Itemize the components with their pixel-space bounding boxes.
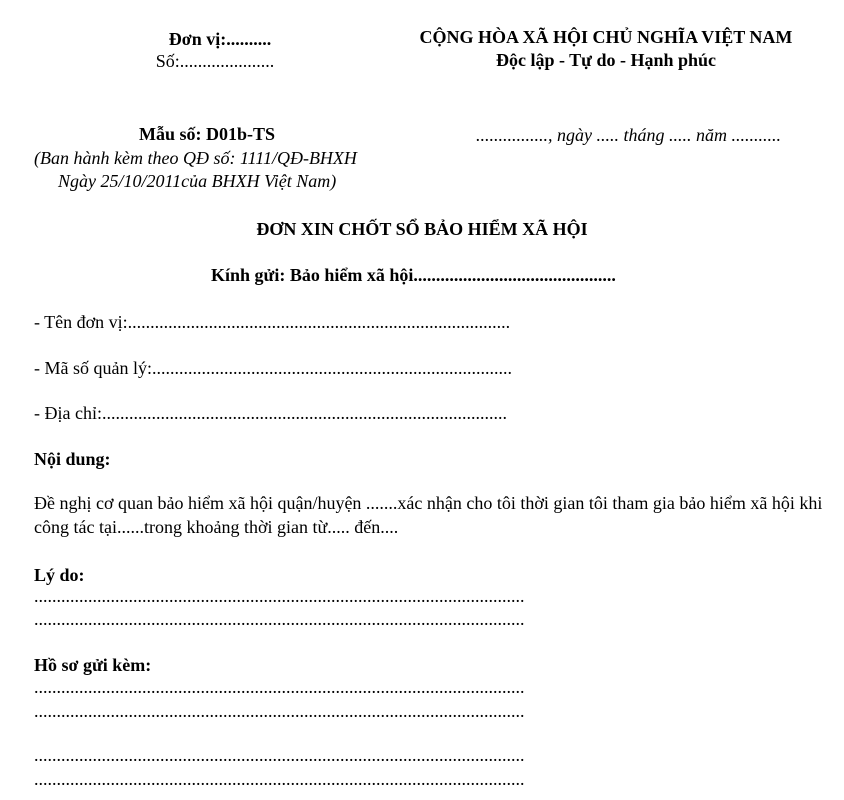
unit-label: Đơn vị:.......... [168,29,272,49]
attachment-line[interactable]: ............................................................................................................. [34,745,525,765]
date-line: ................, ngày ..... tháng ..... năm ........... [476,125,781,145]
recipient-line: Kính gửi: Bảo hiểm xã hội............................................. [211,265,616,285]
reason-line[interactable]: ............................................................................................................. [34,586,525,606]
nation-title: CỘNG HÒA XÃ HỘI CHỦ NGHĨA VIỆT NAM [419,27,793,47]
motto: Độc lập - Tự do - Hạnh phúc [495,50,717,70]
content-text: Đề nghị cơ quan bảo hiểm xã hội quận/huyện .......xác nhận cho tôi thời gian tôi tham gia bảo hiểm xã hội khi công tác tại......trong khoảng thời gian từ..... đến.... [34,493,823,537]
number-label: Số:..................... [155,51,275,71]
attachment-line[interactable]: ............................................................................................................. [34,769,525,789]
attachment-line[interactable]: ............................................................................................................. [34,677,525,697]
field-address[interactable]: - Địa chỉ:.......................................................................................... [34,403,507,423]
reason-heading: Lý do: [34,565,85,585]
attachment-line[interactable]: ............................................................................................................. [34,701,525,721]
attachments-heading: Hồ sơ gửi kèm: [34,655,152,675]
document-title: ĐƠN XIN CHỐT SỔ BẢO HIỂM XÃ HỘI [256,219,588,239]
issued-by-line2: Ngày 25/10/2011của BHXH Việt Nam) [58,171,337,191]
content-heading: Nội dung: [34,449,111,469]
form-code: Mẫu số: D01b-TS [139,124,276,144]
field-management-code[interactable]: - Mã số quản lý:................................................................................ [34,358,512,378]
field-unit-name[interactable]: - Tên đơn vị:..................................................................................... [34,312,511,332]
reason-line[interactable]: ............................................................................................................. [34,609,525,629]
issued-by-line1: (Ban hành kèm theo QĐ số: 1111/QĐ-BHXH [34,148,357,168]
